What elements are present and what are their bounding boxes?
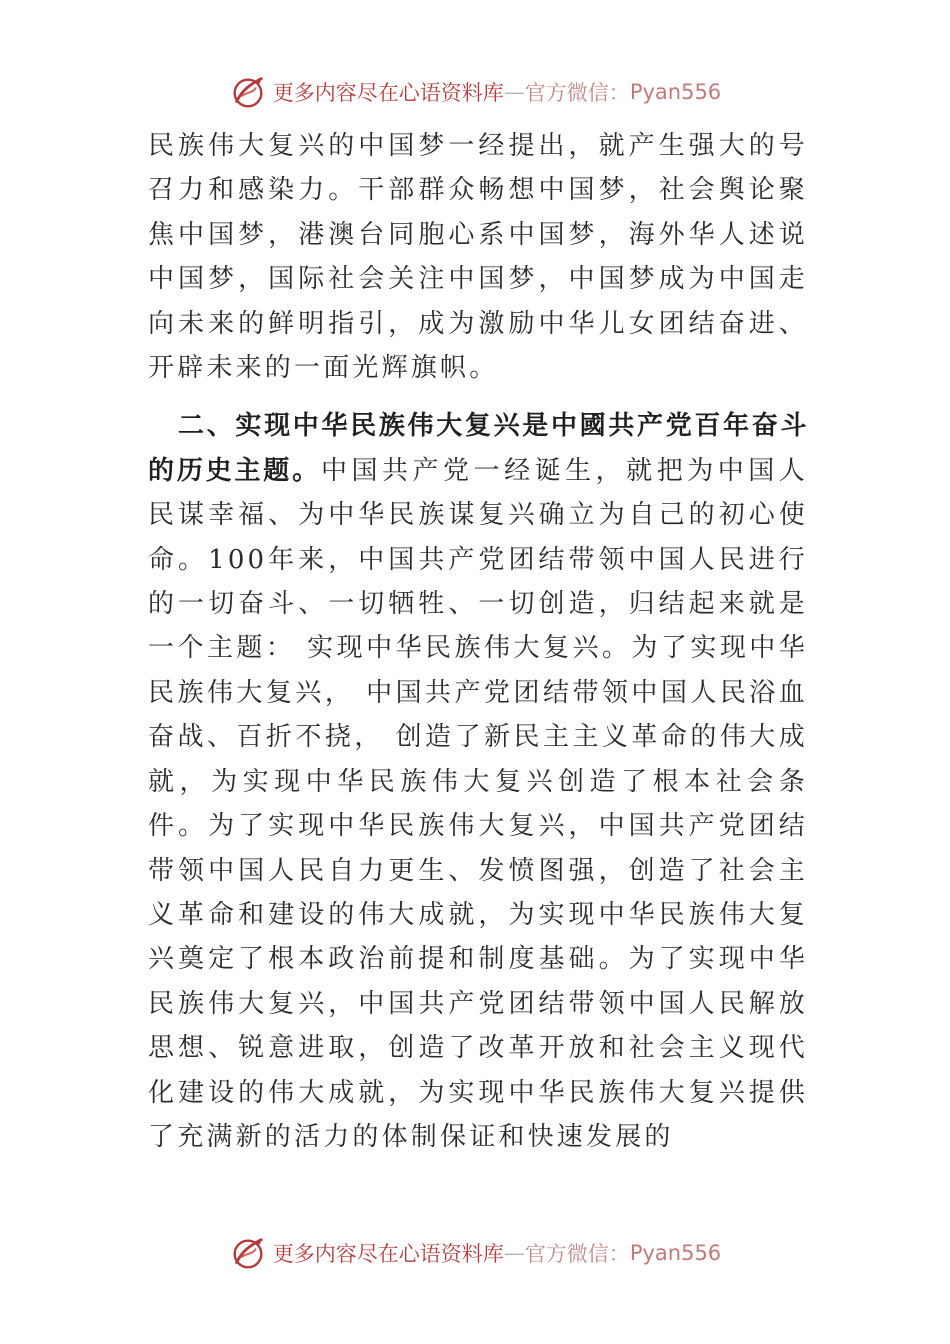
paragraph-2-text: 中国共产党一经诞生，就把为中国人民谋幸福、为中华民族谋复兴确立为自己的初心使命。100年来，中国共产党团结带领中国人民进行的一切奋斗、一切牺牲、一切创造，归结起来就是一个主题： 实现中华民族伟大复兴。为了实现中华民族伟大复兴， 中国共产党团结带领中国人民浴血奋战、百折不挠， 创造了新民主主义革命的伟大成就，为实现中华民族伟大复兴创造了根本社会条件。为了实现中华民族伟大复兴，中国共产党团结带领中国人民自力更生、发愤图强，创造了社会主义革命和建设的伟大成就，为实现中华民族伟大复兴奠定了根本政治前提和制度基础。为了实现中华民族伟大复兴，中国共产党团结带领中国人民解放思想、锐意进取，创造了改革开放和社会主义现代化建设的伟大成就，为实现中华民族伟大复兴提供了充满新的活力的体制保证和快速发展的: [148, 455, 808, 1152]
footer-main-text: 更多内容尽在心语资料库: [272, 1242, 504, 1266]
logo-icon: [229, 73, 267, 111]
footer-banner: [0, 1231, 950, 1275]
header-separator: —: [503, 80, 525, 104]
paragraph-1: 民族伟大复兴的中国梦一经提出，就产生强大的号召力和感染力。干部群众畅想中国梦，社会舆论聚焦中国梦，港澳台同胞心系中国梦，海外华人述说中国梦，国际社会关注中国梦，中国梦成为中国走向未来的鲜明指引，成为激励中华儿女团结奋进、开辟未来的一面光辉旗帜。: [148, 131, 808, 384]
section-heading: 二、实现中华民族伟大复兴是中國共产党百年奋斗的历史主题。: [148, 411, 808, 486]
header-wechat-label: 官方微信：: [524, 81, 630, 105]
footer-wechat-label: 官方微信：: [524, 1242, 630, 1266]
header-banner: [0, 70, 950, 114]
logo-icon: [229, 1234, 267, 1272]
document-body: [148, 124, 808, 1159]
footer-wechat-id: Pyan556: [629, 1241, 722, 1265]
footer-separator: —: [503, 1241, 525, 1265]
header-wechat-id: Pyan556: [629, 80, 722, 104]
header-main-text: 更多内容尽在心语资料库: [272, 81, 504, 105]
paragraph-2: [148, 404, 808, 1159]
